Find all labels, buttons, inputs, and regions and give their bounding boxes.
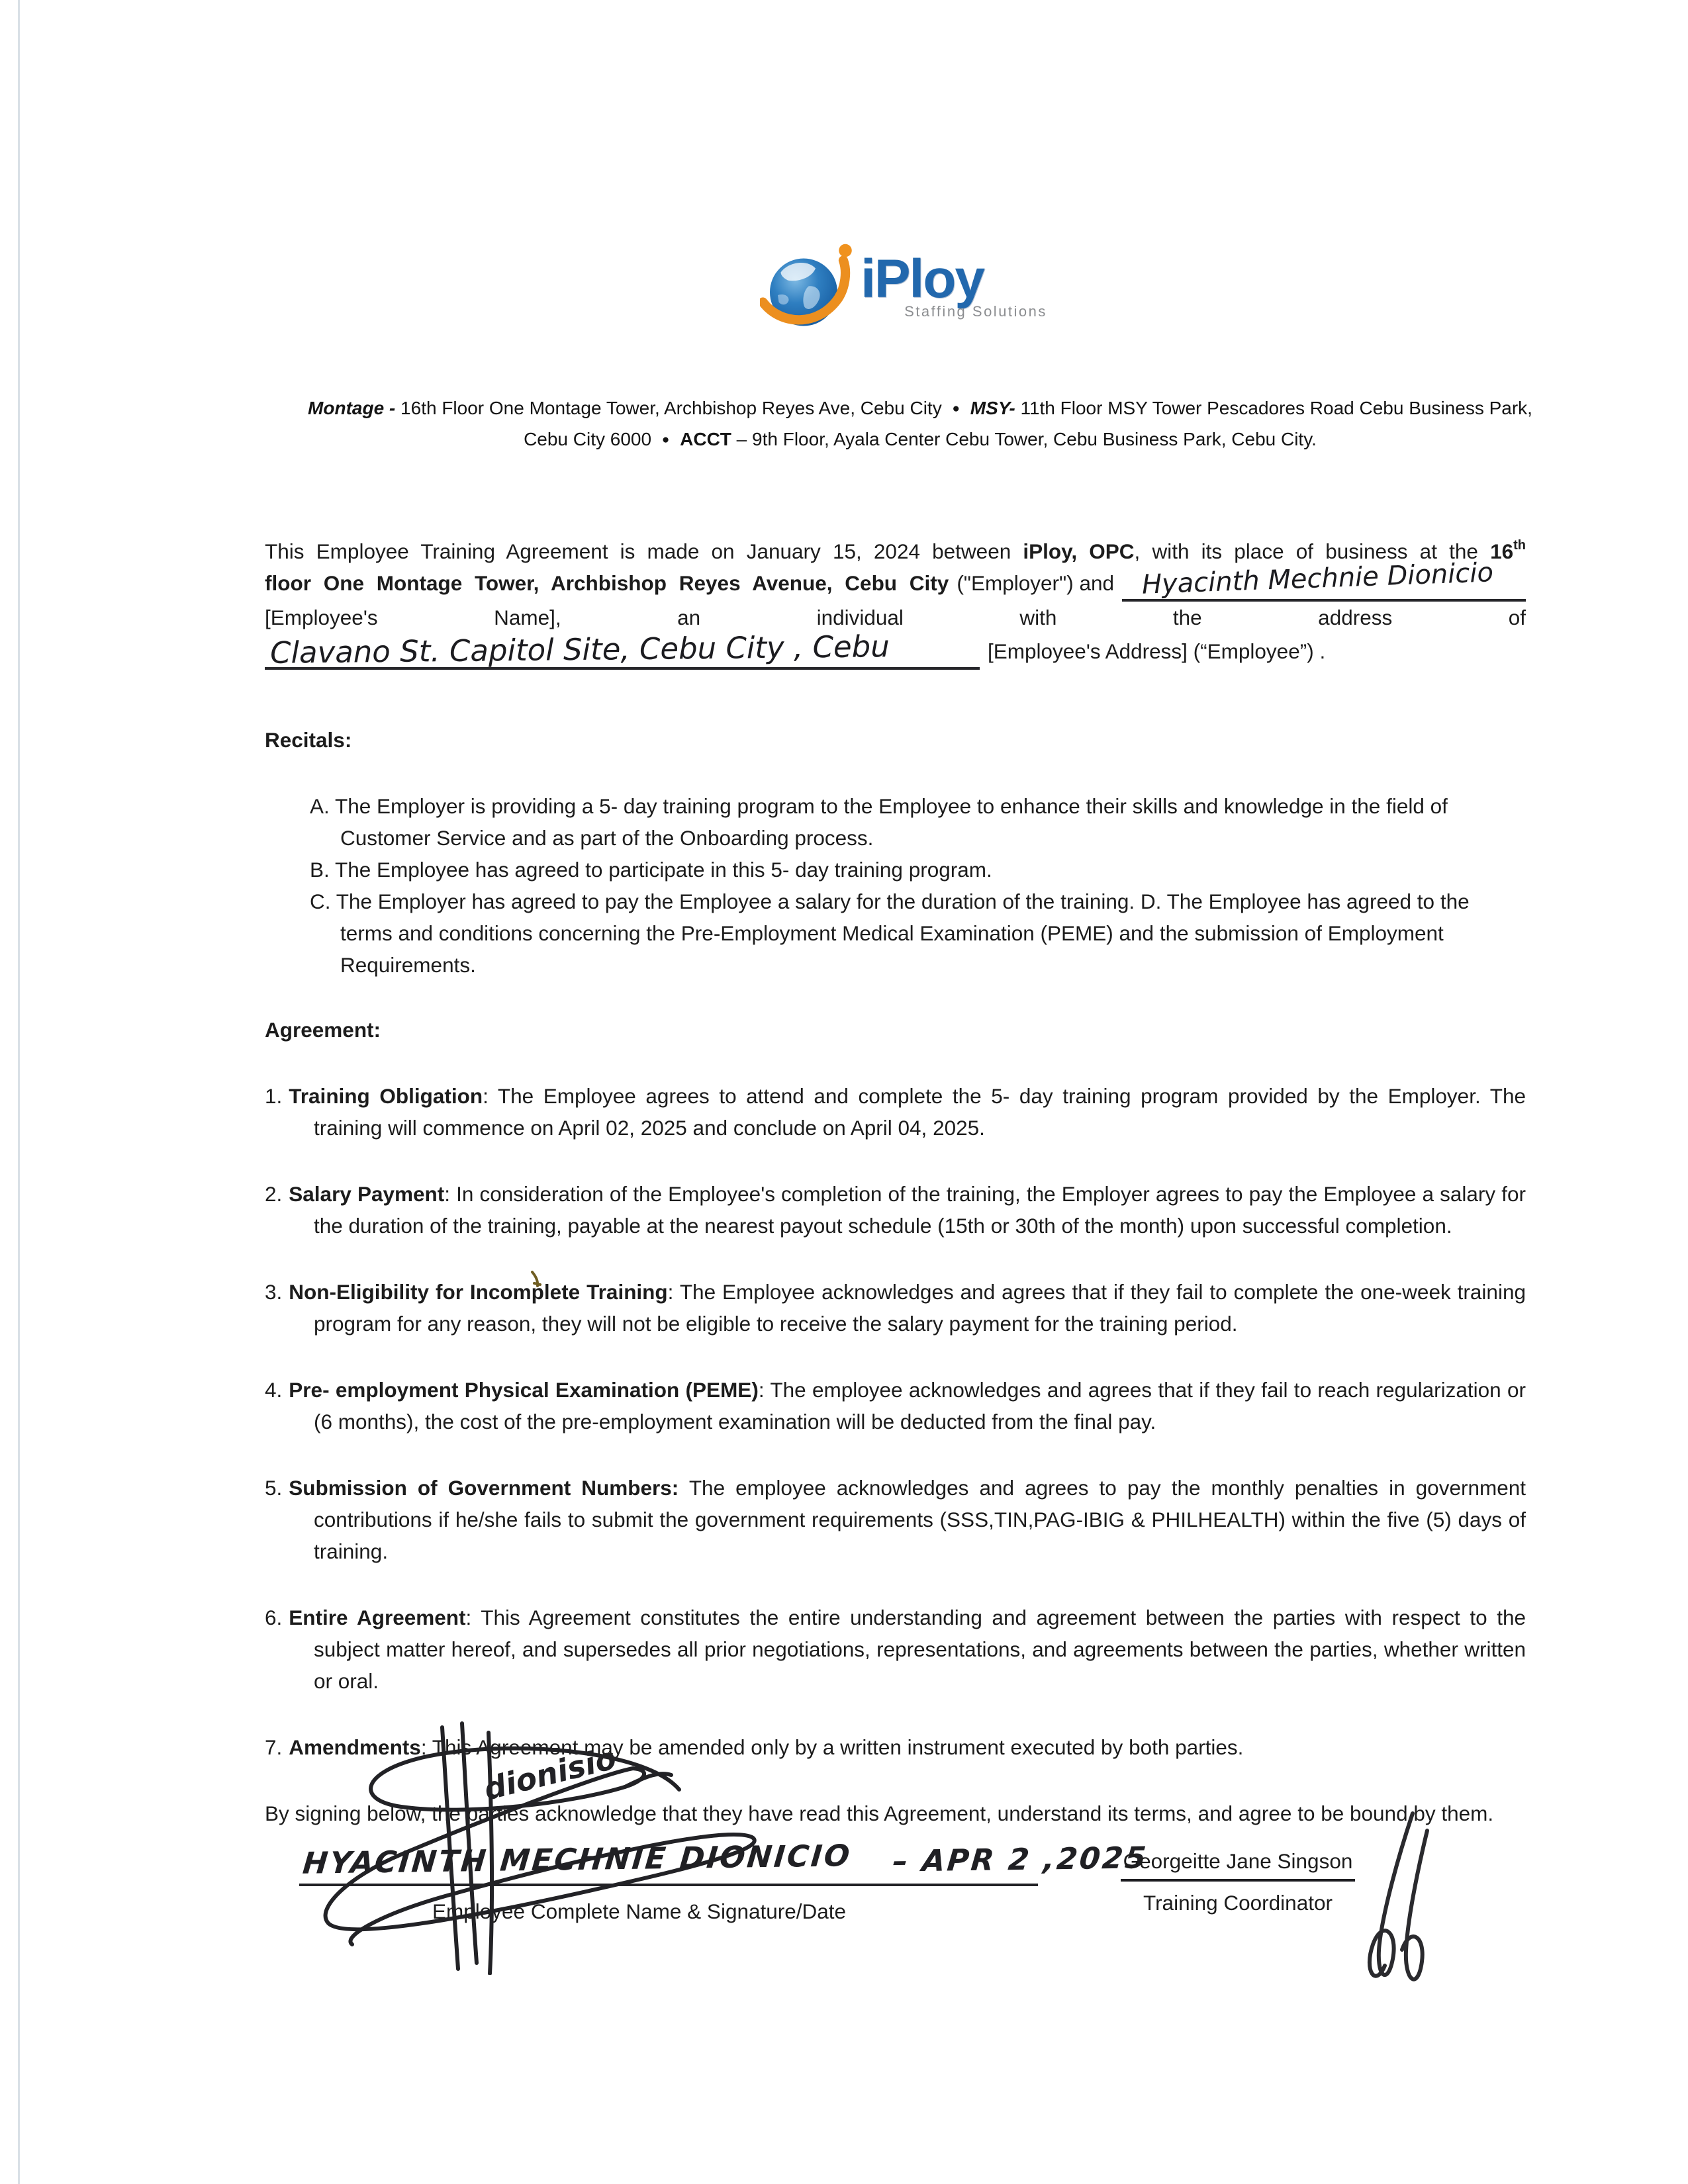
intro-employer-name: iPloy, OPC xyxy=(1023,539,1135,563)
employee-address-blank xyxy=(265,629,980,670)
recital-marker: B. xyxy=(310,858,330,882)
logo-tagline: Staffing Solutions xyxy=(904,303,1047,320)
item-text: In consideration of the Employee's completion of the training, the Employer agrees to pay the Employee a salary for the duration of the training, payable at the nearest payout schedule (15th or 30th of the month) upon successful completion. xyxy=(314,1182,1526,1238)
intro-text: ("Employer") and xyxy=(957,571,1115,595)
item-title: Amendments xyxy=(289,1735,421,1759)
document-body xyxy=(265,529,1526,2003)
bullet-icon: ● xyxy=(661,433,670,447)
item-title: Salary Payment xyxy=(289,1182,445,1206)
intro-line-2 xyxy=(265,557,1526,602)
recital-item-c xyxy=(310,886,1526,981)
item-number: 4. xyxy=(265,1378,283,1402)
item-sep: : xyxy=(758,1378,771,1402)
address-line xyxy=(285,393,1556,455)
intro-floor-ordinal: th xyxy=(1513,538,1526,553)
recital-item-a xyxy=(310,790,1526,854)
item-number: 5. xyxy=(265,1476,283,1500)
item-sep xyxy=(679,1476,689,1500)
item-text: This Agreement constitutes the entire understanding and agreement between the parties with respect to the subject matter hereof, and supersedes all prior negotiations, representations, and agreements between the parties, whether written or oral. xyxy=(314,1606,1526,1693)
address-montage-label: Montage - xyxy=(308,398,396,418)
address-acct-text: – 9th Floor, Ayala Center Cebu Tower, Cebu Business Park, Cebu City. xyxy=(731,429,1317,449)
item-sep: : xyxy=(444,1182,457,1206)
item-text: The employee acknowledges and agrees to pay the monthly penalties in government contributions if he/she fails to submit the government requirements (SSS,TIN,PAG-IBIG & PHILHEALTH) within the five (5) days of training. xyxy=(314,1476,1526,1563)
recital-item-b xyxy=(310,854,1526,886)
item-number: 7. xyxy=(265,1735,283,1759)
intro-employer-address: floor One Montage Tower, Archbishop Reyes Avenue, Cebu City xyxy=(265,571,949,595)
recital-text: The Employer is providing a 5- day training program to the Employee to enhance their skills and knowledge in the field of Customer Service and as part of the Onboarding process. xyxy=(334,794,1448,850)
item-sep: : xyxy=(483,1084,498,1108)
logo-brand: iPloy xyxy=(861,249,984,309)
agreement-item-6 xyxy=(265,1602,1526,1697)
employee-name-handwriting: Hyacinth Mechnie Dionicio xyxy=(1141,557,1494,600)
item-text: The Employee agrees to attend and complete the 5- day training program provided by the Employer. The training will commence on April 02, 2025 and conclude on April 04, 2025. xyxy=(314,1084,1526,1140)
agreement-item-5 xyxy=(265,1472,1526,1567)
agreement-item-4 xyxy=(265,1374,1526,1437)
intro-text: This Employee Training Agreement is made on January 15, 2024 between xyxy=(265,539,1023,563)
address-acct-label: ACCT xyxy=(680,429,731,449)
logo xyxy=(60,0,1688,335)
item-title: Submission of Government Numbers: xyxy=(289,1476,679,1500)
recital-text: The Employer has agreed to pay the Employee a salary for the duration of the training. D. The Employee has agreed to the terms and conditions concerning the Pre-Employment Medical Examination (PEME) and the submission of Employment Requirements. xyxy=(336,889,1470,977)
intro-paragraph xyxy=(265,529,1526,670)
globe-icon xyxy=(760,244,859,335)
signature-flourish-text: dionisio xyxy=(480,1740,620,1807)
agreement-item-3 xyxy=(265,1276,1526,1340)
address-msy-label: MSY- xyxy=(970,398,1015,418)
item-title: Entire Agreement xyxy=(289,1606,466,1629)
employee-printed-name-handwriting: HYACINTH MECHNIE DIONICIO xyxy=(301,1838,853,1881)
item-number: 1. xyxy=(265,1084,283,1108)
item-title: Non-Eligibility for Incomplete Training xyxy=(289,1280,668,1304)
intro-line-3: [Employee's Name], an individual with the address of xyxy=(265,606,1526,629)
item-text: The Employee acknowledges and agrees that if they fail to complete the one-week training program for any reason, they will not be eligible to receive the salary payment for the training period. xyxy=(314,1280,1526,1336)
employee-signature-line xyxy=(301,1838,1203,1885)
recitals-heading: Recitals: xyxy=(265,728,352,752)
coordinator-title: Training Coordinator xyxy=(1143,1891,1333,1915)
item-title: Training Obligation xyxy=(289,1084,483,1108)
item-text: The employee acknowledges and agrees that if they fail to reach regularization or (6 months), the cost of the pre-employment examination will be deducted from the final pay. xyxy=(314,1378,1526,1433)
agreement-item-1 xyxy=(265,1080,1526,1144)
scan-edge-line xyxy=(18,0,20,2184)
item-title: Pre- employment Physical Examination (PEME) xyxy=(289,1378,759,1402)
address-montage-text: 16th Floor One Montage Tower, Archbishop Reyes Ave, Cebu City xyxy=(395,398,947,418)
item-sep: : xyxy=(667,1280,680,1304)
employee-date-handwriting: – APR 2 ,2025 xyxy=(891,1840,1150,1879)
item-number: 6. xyxy=(265,1606,283,1629)
agreement-heading: Agreement: xyxy=(265,1018,381,1042)
agreement-item-7 xyxy=(265,1731,1526,1763)
agreement-item-2 xyxy=(265,1178,1526,1242)
intro-line-1 xyxy=(265,529,1526,567)
intro-text: , with its place of business at the xyxy=(1134,539,1491,563)
recitals-list xyxy=(310,790,1526,981)
item-sep: : xyxy=(420,1735,432,1759)
item-number: 3. xyxy=(265,1280,283,1304)
item-sep: : xyxy=(465,1606,481,1629)
intro-floor-number: 16 xyxy=(1490,539,1514,563)
item-number: 2. xyxy=(265,1182,283,1206)
recital-text: The Employee has agreed to participate in this 5- day training program. xyxy=(334,858,992,882)
employee-signature-label: Employee Complete Name & Signature/Date xyxy=(432,1899,847,1923)
bullet-icon: ● xyxy=(952,402,960,416)
address-msy-text: 11th Floor MSY Tower Pescadores Road Cebu Business Park, Cebu City 6000 xyxy=(524,398,1532,449)
intro-text: [Employee's Address] (“Employee”) . xyxy=(988,639,1326,663)
item-text: This Agreement may be amended only by a written instrument executed by both parties. xyxy=(432,1735,1244,1759)
employee-address-handwriting: Clavano St. Capitol Site, Cebu City , Cebu xyxy=(269,629,890,670)
employee-name-blank xyxy=(1122,557,1526,602)
intro-line-4 xyxy=(265,629,1526,670)
recital-marker: C. xyxy=(310,889,331,913)
coordinator-signature-block xyxy=(1079,1845,1397,1919)
recital-marker: A. xyxy=(310,794,330,818)
logo-text xyxy=(861,244,1047,320)
coordinator-name: Georgeitte Jane Singson xyxy=(1121,1845,1356,1882)
agreement-list xyxy=(265,1080,1526,1763)
closing-paragraph: By signing below, the parties acknowledge that they have read this Agreement, understand its terms, and agree to be bound by them. xyxy=(265,1801,1494,1825)
